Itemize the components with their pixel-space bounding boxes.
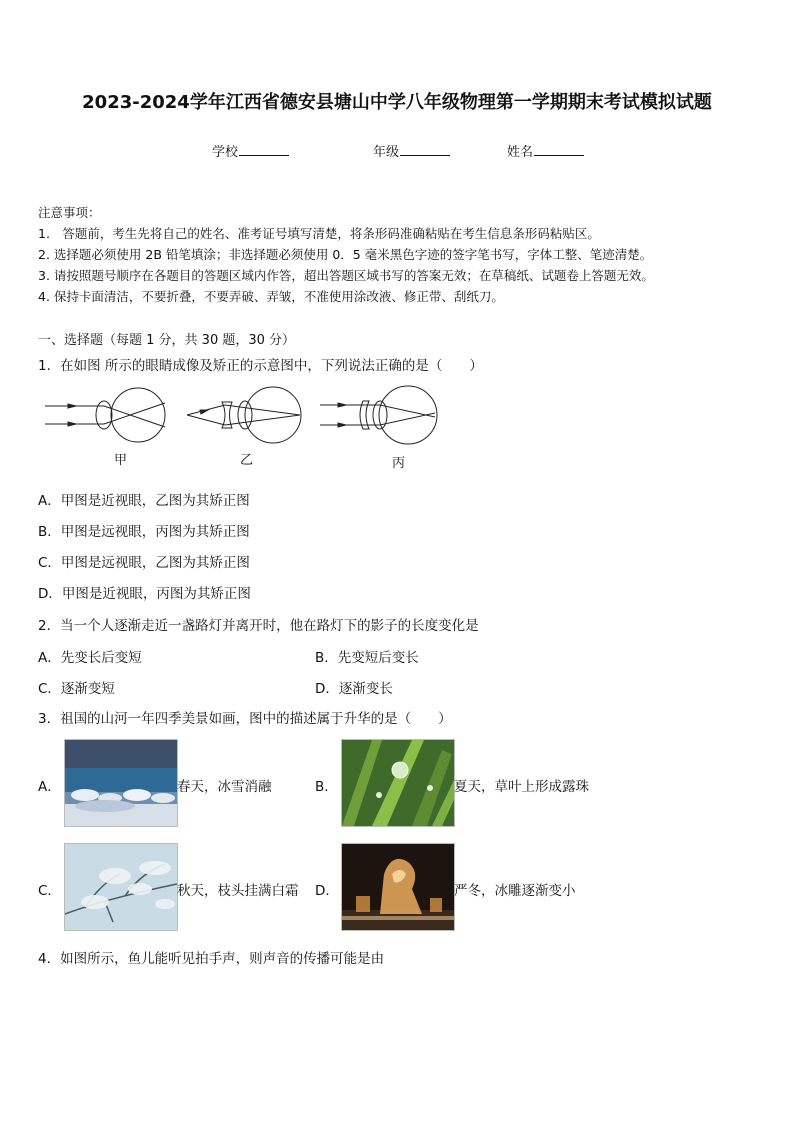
eye-jia-eyeball [111,388,165,442]
question-3-stem: 3．祖国的山河一年四季美景如画，图中的描述属于升华的是（ ） [38,711,452,727]
question-2-option-b[interactable]: B．先变短后变长 [315,650,419,666]
photo-frost-branches-image [65,844,177,930]
grade-field[interactable] [373,141,450,160]
eye-jia-lens [96,401,112,429]
notes-header: 注意事项： [38,205,101,220]
question-3-option-c-letter[interactable]: C． [38,883,61,899]
diagram-label-yi: 乙 [240,453,254,468]
note-item: 1. 答题前，考生先将自己的姓名、准考证号填写清楚，将条形码准确粘贴在考生信息条形码粘贴区。 [38,226,600,241]
question-3-option-d-letter[interactable]: D． [315,883,339,899]
photo-spring-ice [64,739,178,827]
question-1-stem: 1．在如图 所示的眼睛成像及矫正的示意图中，下列说法正确的是（ ） [38,358,483,374]
question-2-option-c[interactable]: C．逐渐变短 [38,681,115,697]
eye-yi-eyeball [245,387,301,443]
photo-dew-grass [341,739,455,827]
diagram-label-jia: 甲 [114,453,128,468]
diagram-label-bing: 丙 [392,456,406,471]
school-blank[interactable] [239,143,289,156]
name-label: 姓名 [507,145,534,160]
name-blank[interactable] [534,143,584,156]
question-2-stem: 2．当一个人逐渐走近一盏路灯并离开时，他在路灯下的影子的长度变化是 [38,618,479,634]
name-field[interactable] [507,141,584,160]
question-1-option-b[interactable]: B．甲图是远视眼，丙图为其矫正图 [38,524,250,540]
question-4-stem: 4．如图所示，鱼儿能听见拍手声，则声音的传播可能是由 [38,951,385,967]
question-3-option-a-letter[interactable]: A． [38,779,61,795]
note-item: 3. 请按照题号顺序在各题目的答题区域内作答，超出答题区域书写的答案无效；在草稿纸、试题卷上答题无效。 [38,268,654,283]
school-field[interactable] [212,141,289,160]
question-3-option-d-caption: 严冬，冰雕逐渐变小 [454,883,576,899]
note-item: 4. 保持卡面清洁，不要折叠，不要弄破、弄皱，不准使用涂改液、修正带、刮纸刀。 [38,289,504,304]
photo-ice-sculpture-image [342,844,454,930]
question-2-option-d[interactable]: D．逐渐变长 [315,681,393,697]
question-2-option-a[interactable]: A．先变长后变短 [38,650,142,666]
question-3-option-b-letter[interactable]: B． [315,779,338,795]
question-3-option-c-caption: 秋天，枝头挂满白霜 [177,883,299,899]
page-title: 2023-2024学年江西省德安县塘山中学八年级物理第一学期期末考试模拟试题 [82,92,712,113]
photo-spring-ice-image [65,740,177,826]
grade-label: 年级 [373,145,400,160]
question-1-option-c[interactable]: C．甲图是远视眼，乙图为其矫正图 [38,555,250,571]
note-item: 2. 选择题必须使用 2B 铅笔填涂；非选择题必须使用 0．5 毫米黑色字迹的签字笔书写，字体工整、笔迹清楚。 [38,247,653,262]
photo-frost-branches [64,843,178,931]
question-3-option-b-caption: 夏天，草叶上形成露珠 [454,779,589,795]
photo-ice-sculpture [341,843,455,931]
section-header: 一、选择题（每题 1 分，共 30 题，30 分） [38,333,296,348]
question-1-option-a[interactable]: A．甲图是近视眼，乙图为其矫正图 [38,493,250,509]
grade-blank[interactable] [400,143,450,156]
photo-dew-grass-image [342,740,454,826]
school-label: 学校 [212,145,239,160]
eye-bing-eyeball [379,386,437,444]
question-3-option-a-caption: 春天，冰雪消融 [177,779,272,795]
question-1-option-d[interactable]: D．甲图是近视眼，丙图为其矫正图 [38,586,251,602]
